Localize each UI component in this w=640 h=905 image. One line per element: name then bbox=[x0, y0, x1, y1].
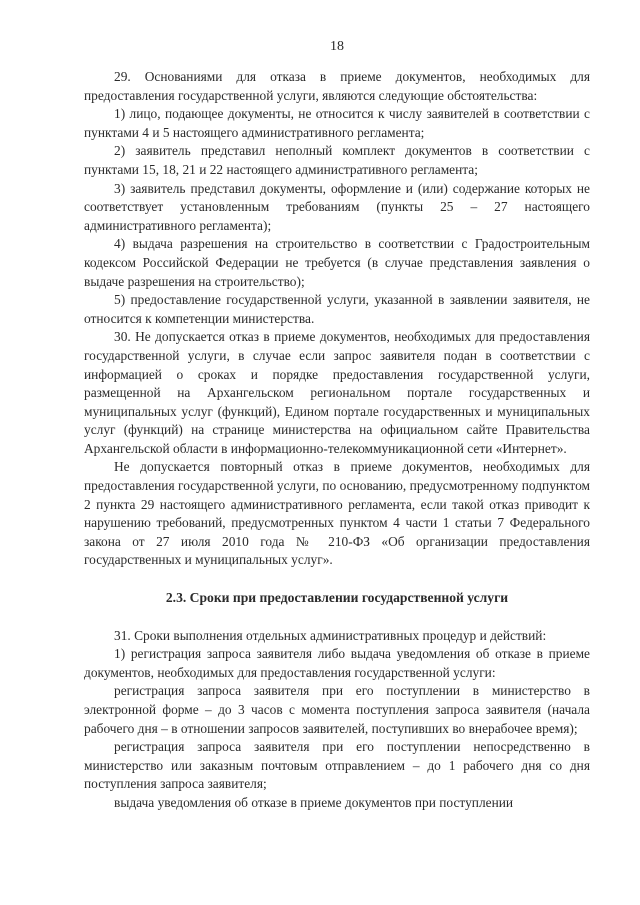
document-page bbox=[84, 38, 590, 813]
paragraph-31-refusal-notice: выдача уведомления об отказе в приеме документов при поступлении bbox=[114, 794, 514, 810]
paragraph-30: 30. Не допускается отказ в приеме документов, необходимых для предоставления государственной услуги, в случае если запрос заявителя подан в соответствии с информацией о сроках и порядке предоставления государственной услуги, размещенной на Архангельском региональном портале государственных и муниципальных услуг (функций), Едином портале государственных и муниципальных услуг (функций) на странице министерства на официальном сайте Правительства Архангельской области в информационно-телекоммуникационной сети «Интернет». bbox=[84, 329, 590, 456]
paragraph-29-item-2: 2) заявитель представил неполный комплект документов в соответствии с пунктами 15, 18, 21 и 22 настоящего административного регламента; bbox=[84, 143, 590, 177]
paragraph-31-item-1: 1) регистрация запроса заявителя либо выдача уведомления об отказе в приеме документов, необходимых для предоставления государственной услуги: bbox=[84, 646, 590, 680]
paragraph-29-item-4: 4) выдача разрешения на строительство в соответствии с Градостроительным кодексом Российской Федерации не требуется (в случае представления заявления о выдаче разрешения на строительство); bbox=[84, 236, 590, 289]
section-before bbox=[84, 68, 590, 570]
paragraph-29-item-1: 1) лицо, подающее документы, не относится к числу заявителей в соответствии с пунктами 4 и 5 настоящего административного регламента; bbox=[84, 106, 590, 140]
paragraph-31-intro: 31. Сроки выполнения отдельных административных процедур и действий: bbox=[114, 627, 547, 643]
section-heading: 2.3. Сроки при предоставлении государственной услуги bbox=[165, 590, 509, 606]
paragraph-29-item-5: 5) предоставление государственной услуги, указанной в заявлении заявителя, не относится к компетенции министерства. bbox=[84, 292, 590, 326]
paragraph-30-repeat-refusal: Не допускается повторный отказ в приеме документов, необходимых для предоставления государственной услуги, по основанию, предусмотренному подпунктом 2 пункта 29 настоящего административного регламента, если такой отказ приводит к нарушению требований, предусмотренных пунктом 4 части 1 статьи 7 Федерального закона от 27 июля 2010 года № 210-ФЗ «Об организации предоставления государственных и муниципальных услуг». bbox=[84, 459, 590, 568]
page-number: 18 bbox=[330, 39, 344, 54]
paragraph-31-direct: регистрация запроса заявителя при его поступлении непосредственно в министерство или заказным почтовым отправлением – до 1 рабочего дня со дня поступления запроса заявителя; bbox=[84, 739, 590, 792]
paragraph-31-electronic: регистрация запроса заявителя при его поступлении в министерство в электронной форме – до 3 часов с момента поступления запроса заявителя (начала рабочего дня – в отношении запросов заявителей, поступивших во внерабочее время); bbox=[84, 683, 590, 736]
section-after bbox=[84, 627, 590, 813]
paragraph-29-item-3: 3) заявитель представил документы, оформление и (или) содержание которых не соответствует установленным требованиям (пункты 25 – 27 настоящего административного регламента); bbox=[84, 180, 590, 233]
paragraph-29-intro: 29. Основаниями для отказа в приеме документов, необходимых для предоставления государственной услуги, являются следующие обстоятельства: bbox=[84, 69, 590, 103]
